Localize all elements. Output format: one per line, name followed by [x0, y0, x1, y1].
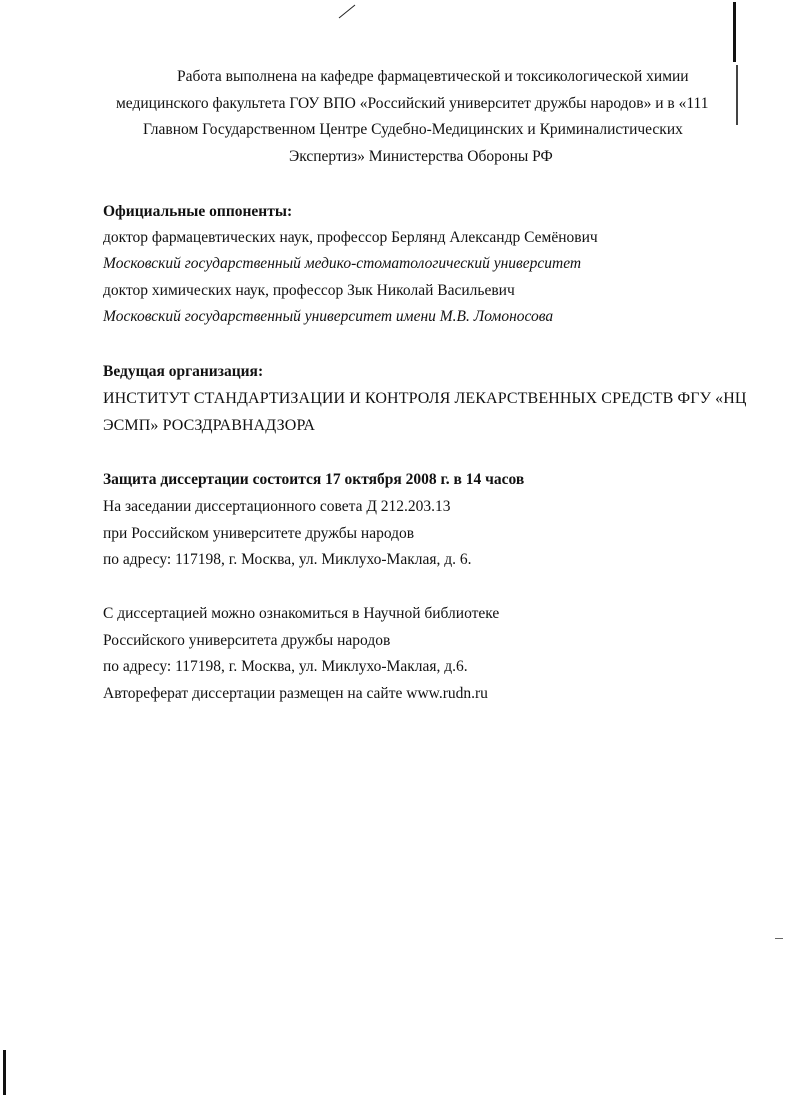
header-line-3: Главном Государственном Центре Судебно-Медицинских и Криминалистических: [143, 121, 683, 138]
library-line-3: по адресу: 117198, г. Москва, ул. Миклухо-Маклая, д.6.: [103, 658, 468, 675]
opponents-heading: Официальные оппоненты:: [103, 203, 293, 220]
library-line-2: Российского университета дружбы народов: [103, 632, 391, 649]
header-line-4: Экспертиз» Министерства Обороны РФ: [289, 148, 553, 165]
opponent-1-affiliation: Московский государственный медико-стоматологический университет: [103, 255, 582, 272]
lead-org-heading: Ведущая организация:: [103, 363, 264, 380]
opponent-1-name: доктор фармацевтических наук, профессор Берлянд Александр Семёнович: [103, 229, 598, 246]
defense-line-2: при Российском университете дружбы народов: [103, 525, 415, 542]
defense-line-1: На заседании диссертационного совета Д 212.203.13: [103, 498, 451, 515]
lead-org-line-2: ЭСМП» РОСЗДРАВНАДЗОРА: [103, 417, 316, 434]
opponent-2-name: доктор химических наук, профессор Зык Николай Васильевич: [103, 282, 515, 299]
scan-dash-mark: [775, 938, 783, 939]
lead-org-line-1: ИНСТИТУТ СТАНДАРТИЗАЦИИ И КОНТРОЛЯ ЛЕКАРСТВЕННЫХ СРЕДСТВ ФГУ «НЦ: [103, 390, 747, 407]
scan-edge-mark-bottom-left: [3, 1050, 6, 1095]
opponent-2-affiliation: Московский государственный университет имени М.В. Ломоносова: [103, 308, 554, 325]
scan-edge-mark-right: [736, 65, 738, 125]
pen-stroke-mark: [335, 2, 359, 20]
header-line-2: медицинского факультета ГОУ ВПО «Российский университет дружбы народов» и в «111: [116, 95, 709, 112]
library-line-1: С диссертацией можно ознакомиться в Научной библиотеке: [103, 605, 500, 622]
defense-heading: Защита диссертации состоится 17 октября 2008 г. в 14 часов: [103, 471, 525, 488]
header-line-1: Работа выполнена на кафедре фармацевтической и токсикологической химии: [177, 68, 689, 85]
defense-line-3: по адресу: 117198, г. Москва, ул. Миклухо-Маклая, д. 6.: [103, 551, 472, 568]
library-line-4: Автореферат диссертации размещен на сайте www.rudn.ru: [103, 685, 488, 702]
scan-edge-mark-top-right: [733, 2, 736, 62]
